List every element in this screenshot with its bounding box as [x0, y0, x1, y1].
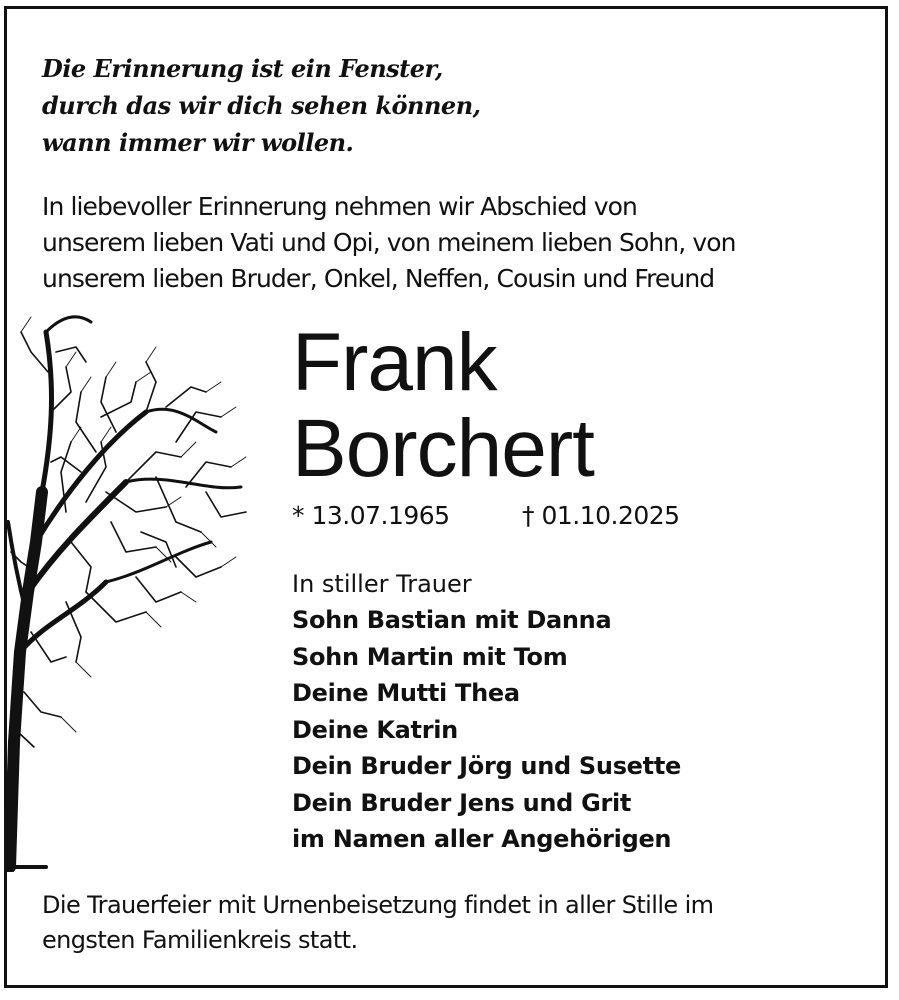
mourner-entry: im Namen aller Angehörigen	[292, 825, 672, 853]
deceased-name	[292, 317, 594, 494]
funeral-notice-line: Die Trauerfeier mit Urnenbeisetzung findet in aller Stille im	[42, 891, 714, 919]
funeral-notice	[42, 888, 713, 958]
farewell-line: unserem lieben Bruder, Onkel, Neffen, Cousin und Freund	[42, 264, 715, 293]
mourner-entry: Sohn Bastian mit Danna	[292, 606, 612, 634]
mourner-entry: Dein Bruder Jörg und Susette	[292, 752, 681, 780]
mourners-list	[292, 602, 681, 858]
birth-date: * 13.07.1965	[292, 501, 450, 530]
bare-tree-icon	[6, 292, 256, 872]
last-name: Borchert	[292, 403, 594, 494]
mourner-entry: Deine Katrin	[292, 715, 458, 744]
farewell-text	[42, 189, 736, 297]
funeral-notice-line: engsten Familienkreis statt.	[42, 926, 358, 954]
mourner-entry: Deine Mutti Thea	[292, 679, 520, 707]
death-date: † 01.10.2025	[522, 501, 680, 530]
farewell-line: unserem lieben Vati und Opi, von meinem lieben Sohn, von	[42, 228, 736, 257]
mourning-heading: In stiller Trauer	[292, 570, 472, 598]
farewell-line: In liebevoller Erinnerung nehmen wir Abschied von	[42, 192, 637, 221]
memorial-quote	[42, 50, 481, 161]
quote-line: durch das wir dich sehen können,	[42, 91, 481, 120]
first-name: Frank	[292, 317, 497, 408]
mourner-entry: Dein Bruder Jens und Grit	[292, 788, 632, 817]
quote-line: wann immer wir wollen.	[42, 128, 354, 157]
quote-line: Die Erinnerung ist ein Fenster,	[42, 54, 443, 83]
mourner-entry: Sohn Martin mit Tom	[292, 642, 568, 671]
